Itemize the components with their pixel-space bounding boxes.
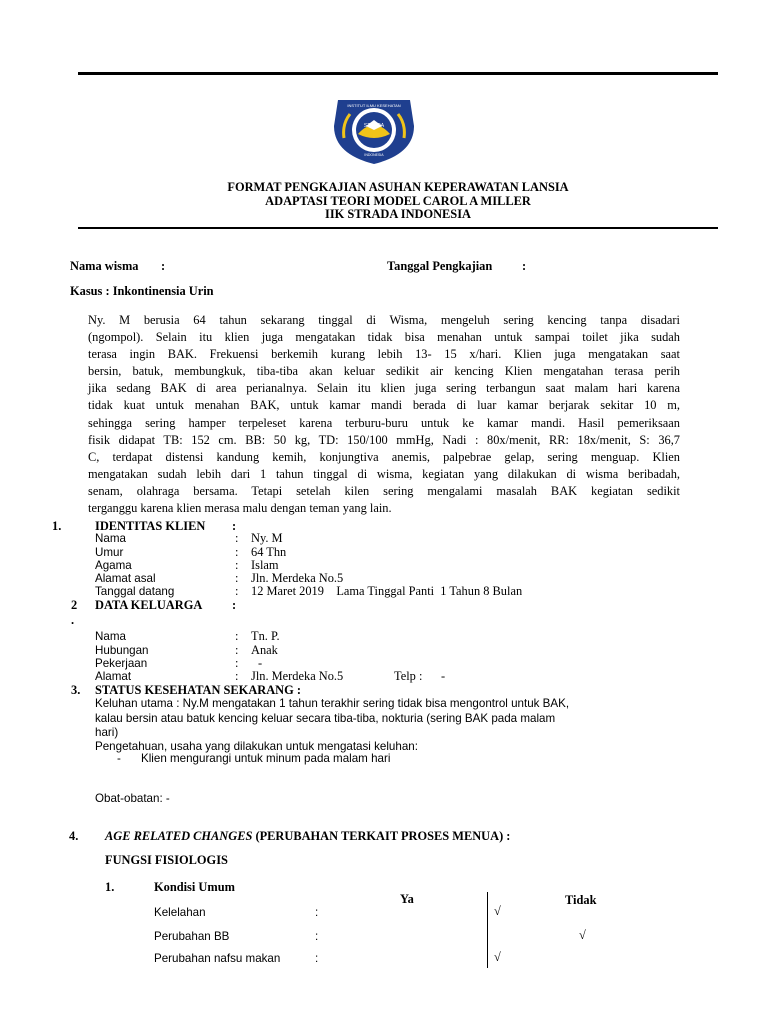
field-label: Hubungan bbox=[95, 644, 149, 657]
bullet-text: Klien mengurangi untuk minum pada malam hari bbox=[141, 752, 391, 765]
case-line: tidak kuat untuk menahan BAK, untuk kamar mandi berada di luar kamar berjarak sekitar 10 m, bbox=[88, 398, 680, 413]
section-1-number: 1. bbox=[52, 519, 62, 533]
wisma-colon: : bbox=[161, 259, 166, 273]
section-1-title: IDENTITAS KLIEN bbox=[95, 519, 206, 533]
field-label: Tanggal datang bbox=[95, 585, 175, 598]
section-4-number: 4. bbox=[69, 829, 79, 843]
bullet-dash: - bbox=[117, 752, 121, 765]
family-phone-value: - bbox=[441, 669, 446, 683]
field-colon: : bbox=[235, 558, 239, 572]
arrival-date-value: 12 Maret 2019 Lama Tinggal Panti 1 Tahun 8 Bulan bbox=[251, 584, 523, 598]
section-2-number: 2 bbox=[71, 598, 78, 612]
case-paragraph bbox=[88, 312, 680, 517]
field-colon: : bbox=[235, 584, 239, 598]
keluhan-line: Keluhan utama : Ny.M mengatakan 1 tahun terakhir sering tidak bisa mengontrol untuk BAK, bbox=[95, 697, 570, 710]
field-label: Pekerjaan bbox=[95, 657, 148, 670]
wisma-label: Nama wisma bbox=[70, 259, 139, 273]
tanggal-label: Tanggal Pengkajian bbox=[387, 259, 493, 273]
logo-top-text: INSTITUT ILMU KESEHATAN bbox=[347, 103, 401, 108]
case-line: Ny. M berusia 64 tahun sekarang tinggal di Wisma, mengeluh sering kencing tanpa disadari bbox=[88, 313, 680, 327]
kasus-title: Kasus : Inkontinensia Urin bbox=[70, 284, 214, 298]
condition-label: Perubahan nafsu makan bbox=[154, 952, 281, 965]
family-name-value: Tn. P. bbox=[251, 629, 280, 643]
checkmark-tidak: √ bbox=[579, 928, 586, 942]
field-colon: : bbox=[235, 669, 239, 683]
keluhan-line: hari) bbox=[95, 726, 119, 739]
keluhan-line: kalau bersin atau batuk kencing keluar secara tiba-tiba, nokturia (sering BAK pada malam bbox=[95, 712, 556, 725]
case-line: jika sedang BAK di area perianalnya. Selain itu klien juga sering terbangun saat malam hari karena bbox=[88, 381, 680, 396]
pengetahuan-text: Pengetahuan, usaha yang dilakukan untuk mengatasi keluhan: bbox=[95, 740, 418, 753]
case-line: terasa ingin BAK. Frekuensi berkemih kurang lebih 13- 15 x/hari. Klien juga mengatakan saat bbox=[88, 347, 680, 362]
institution-logo bbox=[328, 94, 420, 166]
client-age-value: 64 Thn bbox=[251, 545, 287, 559]
column-ya: Ya bbox=[400, 892, 414, 906]
client-address-value: Jln. Merdeka No.5 bbox=[251, 571, 344, 585]
section-4-title bbox=[105, 829, 510, 844]
field-label: Alamat asal bbox=[95, 572, 156, 585]
section-4-title-italic: AGE RELATED CHANGES bbox=[105, 829, 253, 843]
field-colon: : bbox=[235, 545, 239, 559]
checkmark-ya: √ bbox=[494, 950, 501, 964]
section-3-title: STATUS KESEHATAN SEKARANG : bbox=[95, 683, 301, 697]
logo-middle-text: STRADA bbox=[363, 123, 385, 129]
case-line: terganggu karena klien merasa malu dengan teman yang lain. bbox=[88, 501, 392, 516]
logo-bottom-text: INDONESIA bbox=[364, 153, 384, 157]
family-phone-label: Telp : bbox=[394, 669, 423, 683]
column-tidak: Tidak bbox=[565, 893, 597, 907]
condition-colon: : bbox=[315, 906, 319, 919]
case-line: bersin, batuk, membungkuk, tiba-tiba akan keluar sedikit air kencing Klien mengatahan terasa perih bbox=[88, 364, 680, 379]
fungsi-fisiologis-heading: FUNGSI FISIOLOGIS bbox=[105, 853, 228, 867]
section-4-title-rest: (PERUBAHAN TERKAIT PROSES MENUA) : bbox=[255, 829, 511, 843]
field-label: Umur bbox=[95, 546, 124, 559]
sub-1-number: 1. bbox=[105, 880, 115, 894]
case-line: mengatakan sudah lebih dari 1 tahun tinggal di wisma, kegiatan yang dilakukan di wisma beribadah, bbox=[88, 466, 680, 481]
case-line: sehingga sering hamper terpeleset karena terburu-buru untuk ke kamar mandi. Hasil pemeriksaan bbox=[88, 415, 680, 430]
header-line-3: IIK STRADA INDONESIA bbox=[325, 207, 471, 221]
field-colon: : bbox=[235, 656, 239, 670]
client-name-value: Ny. M bbox=[251, 531, 283, 545]
column-divider bbox=[487, 892, 488, 968]
case-line: C, terdapat distensi kandung kemih, konjungtiva anemis, palpebrae gelap, sering menguap. Klien bbox=[88, 449, 680, 464]
case-line: senam, olahraga bersama. Tetapi setelah kilen sering mengalami masalah BAK kegiatan sedikit bbox=[88, 483, 680, 498]
section-2-dot: . bbox=[71, 613, 75, 627]
section-2-colon: : bbox=[232, 598, 237, 612]
field-label: Nama bbox=[95, 630, 126, 643]
field-colon: : bbox=[235, 629, 239, 643]
case-line: fisik didapat TB: 152 cm. BB: 50 kg, TD: 150/100 mmHg, Nadi : 80x/menit, RR: 18x/menit, S: 36,7 bbox=[88, 432, 680, 447]
checkmark-ya: √ bbox=[494, 904, 501, 918]
condition-label: Kelelahan bbox=[154, 906, 206, 919]
family-job-value: - bbox=[258, 656, 263, 670]
family-relation-value: Anak bbox=[251, 643, 278, 657]
header-line-2: ADAPTASI TEORI MODEL CAROL A MILLER bbox=[265, 194, 531, 208]
family-address-value: Jln. Merdeka No.5 bbox=[251, 669, 344, 683]
header-line-1: FORMAT PENGKAJIAN ASUHAN KEPERAWATAN LANSIA bbox=[227, 180, 569, 194]
case-line: (ngompol). Selain itu klien juga mengatakan tidak bisa menahan untuk sampai toilet jika sudah bbox=[88, 330, 680, 345]
section-3-number: 3. bbox=[71, 683, 81, 697]
section-2-title: DATA KELUARGA bbox=[95, 598, 203, 612]
tanggal-colon: : bbox=[522, 259, 527, 273]
condition-label: Perubahan BB bbox=[154, 930, 230, 943]
condition-colon: : bbox=[315, 930, 319, 943]
field-colon: : bbox=[235, 571, 239, 585]
section-1-colon: : bbox=[232, 519, 237, 533]
field-label: Alamat bbox=[95, 670, 132, 683]
sub-1-title: Kondisi Umum bbox=[154, 880, 235, 894]
obat-text: Obat-obatan: - bbox=[95, 792, 170, 805]
client-religion-value: Islam bbox=[251, 558, 279, 572]
condition-colon: : bbox=[315, 952, 319, 965]
field-colon: : bbox=[235, 643, 239, 657]
field-colon: : bbox=[235, 531, 239, 545]
top-rule bbox=[78, 72, 718, 75]
header-rule bbox=[78, 227, 718, 229]
field-label: Nama bbox=[95, 532, 126, 545]
field-label: Agama bbox=[95, 559, 132, 572]
